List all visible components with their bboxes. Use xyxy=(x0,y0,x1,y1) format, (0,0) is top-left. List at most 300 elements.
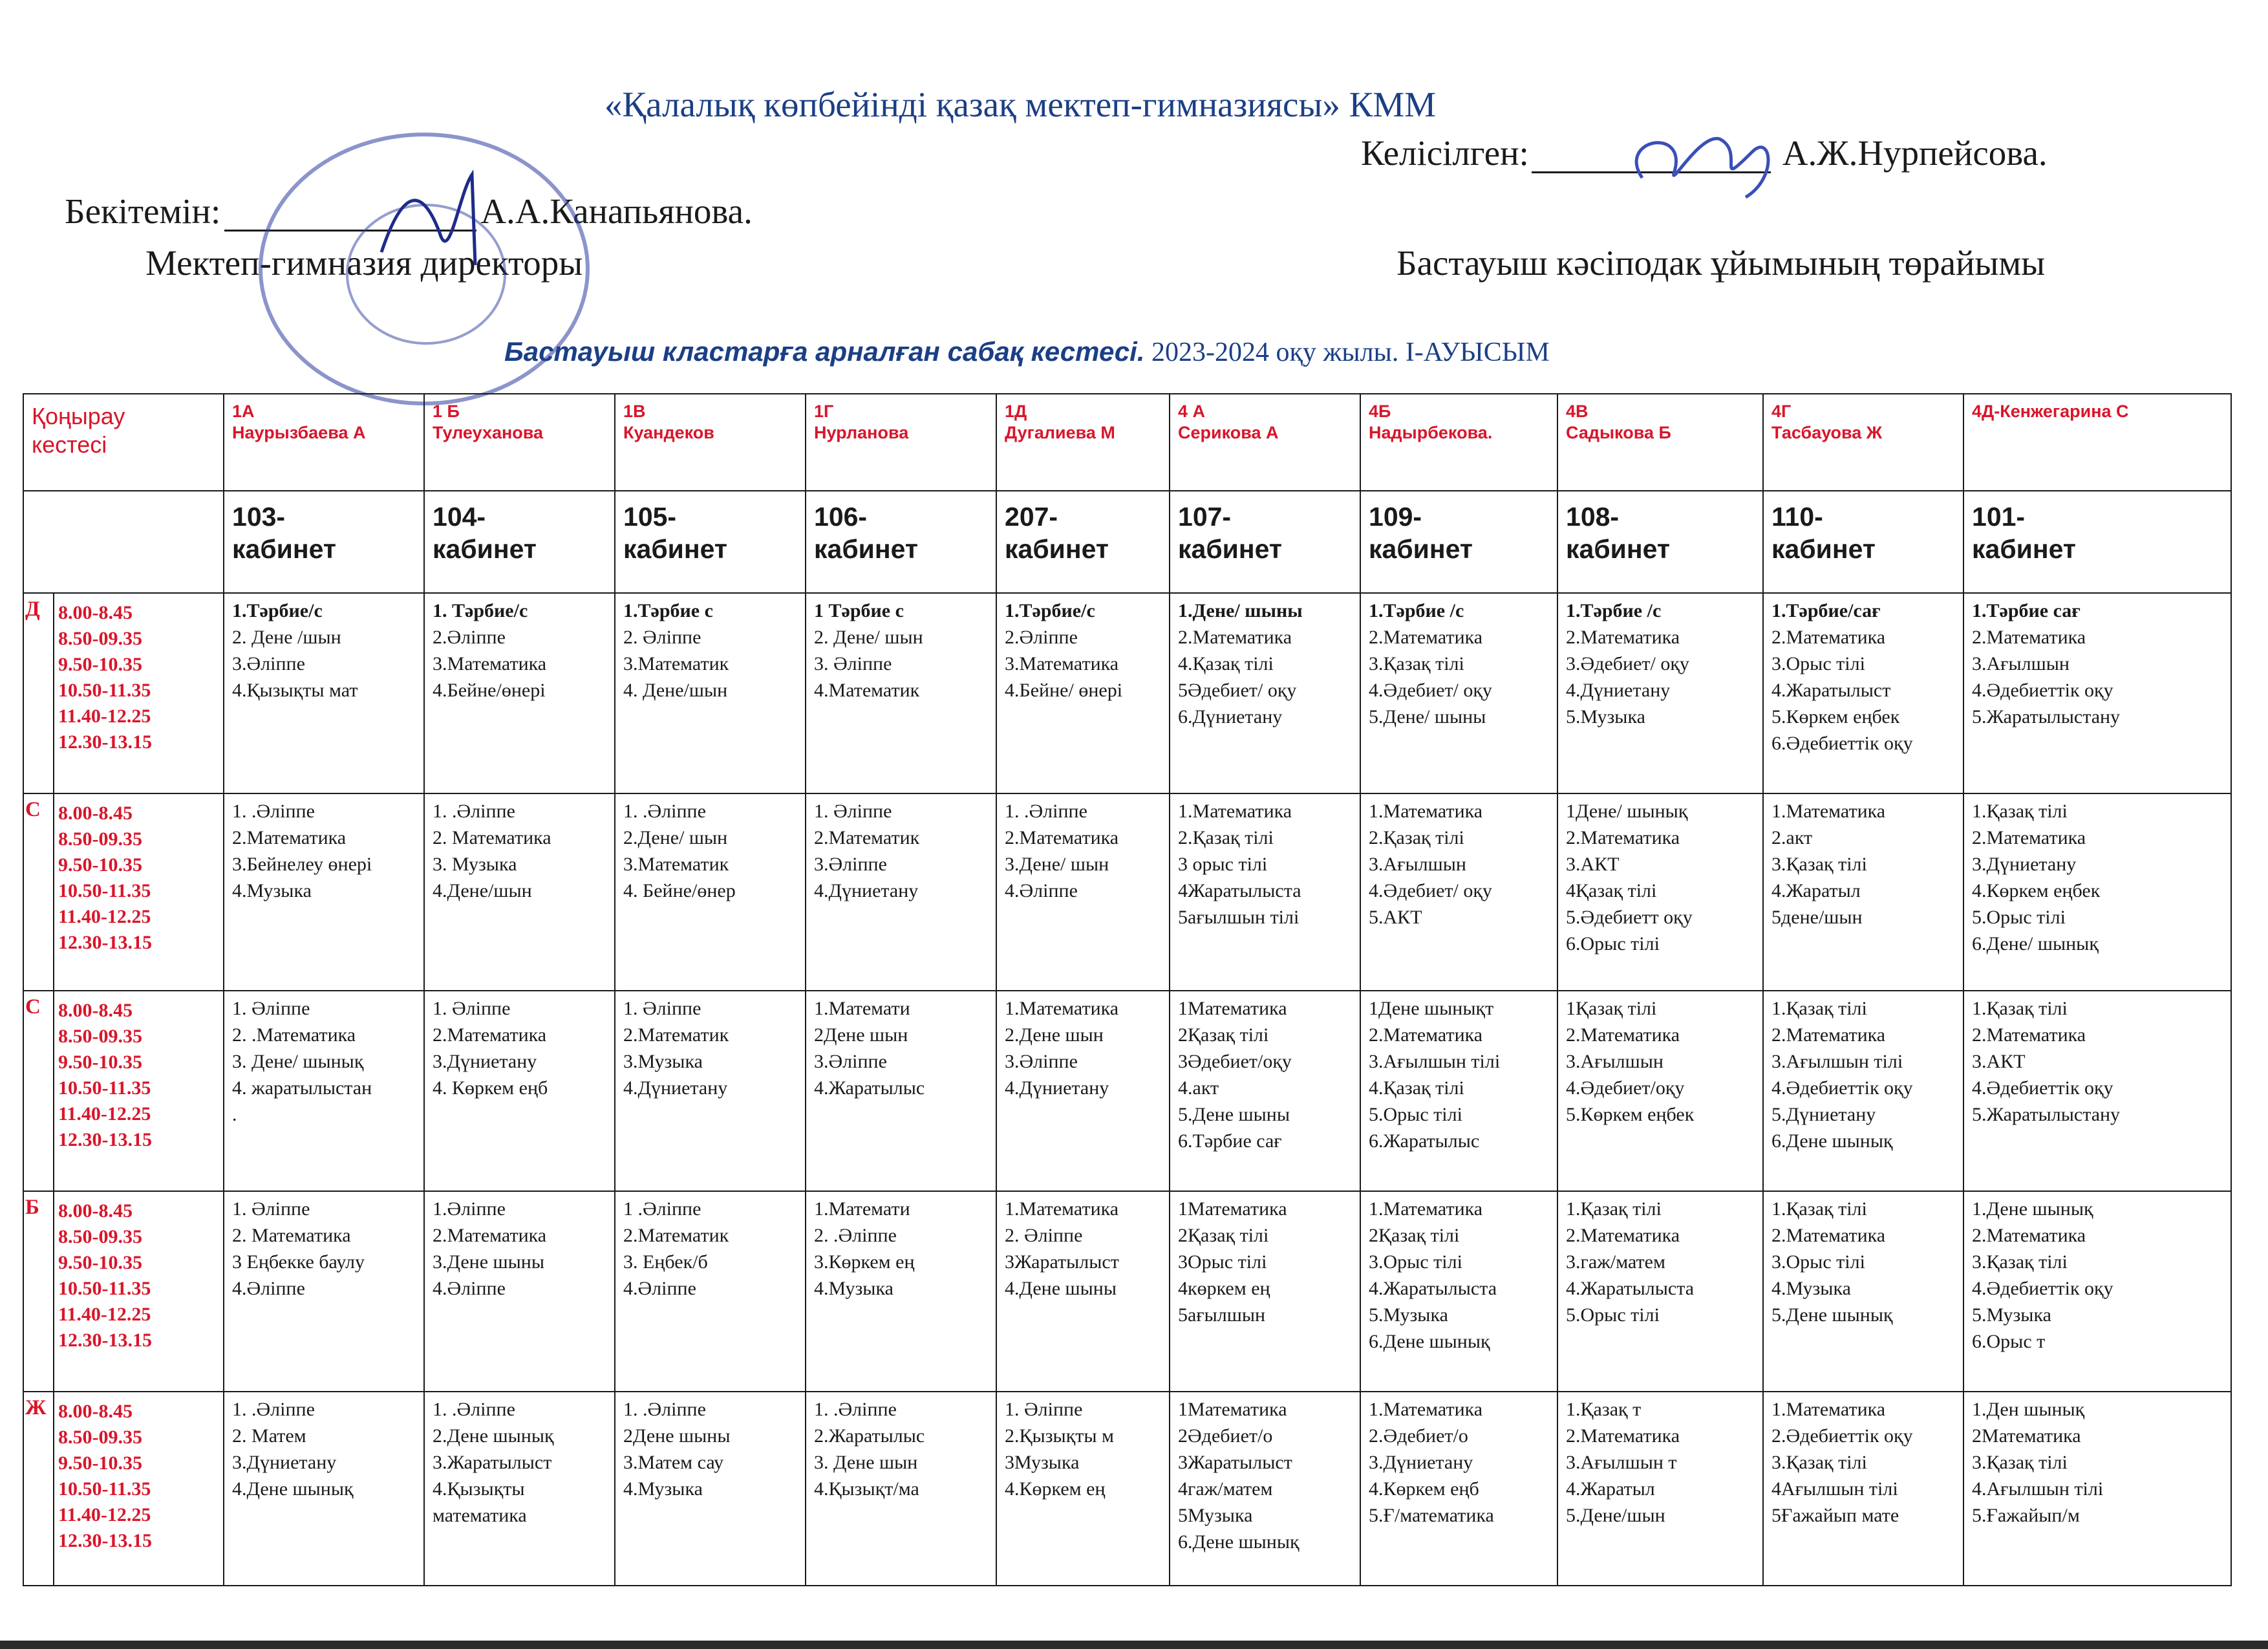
lesson-cell xyxy=(1557,991,1763,1191)
lesson-item: 3 Еңбекке баулу xyxy=(232,1251,365,1273)
lesson-item: 1. .Әліппе xyxy=(433,1399,515,1420)
lesson-item: 3.Ағылшын xyxy=(1566,1051,1664,1072)
room-word: кабинет xyxy=(232,534,336,564)
lesson-item: 1. .Әліппе xyxy=(232,1399,315,1420)
room-cell xyxy=(806,491,996,593)
room-row xyxy=(23,491,2231,593)
bell-time: 8.00-8.45 xyxy=(58,803,133,824)
lesson-cell xyxy=(996,593,1170,793)
lesson-item: 4.Әдебиеттік оқу xyxy=(1972,680,2113,701)
lesson-item: 3.Орыс тілі xyxy=(1771,653,1865,674)
lesson-item: 1.Қазақ т xyxy=(1566,1399,1642,1420)
lesson-item: 4.Бейне/ өнері xyxy=(1005,680,1123,701)
lesson-item: 1.Математи xyxy=(814,1198,910,1220)
lesson-item: 2.Математика xyxy=(433,1225,547,1246)
lesson-item: 1.Қазақ тілі xyxy=(1771,1198,1867,1220)
lesson-item: 4.Дүниетану xyxy=(1566,680,1671,701)
lesson-item: 2. .Математика xyxy=(232,1024,356,1046)
lesson-item: 2.Математик xyxy=(814,827,920,848)
lesson-item: 3.Ағылшын т xyxy=(1566,1452,1677,1473)
lesson-item: 1. Тәрбие/с xyxy=(433,600,528,621)
lesson-cell xyxy=(615,1191,806,1392)
union-signature xyxy=(1616,113,1804,210)
lesson-item: 5.Көркем еңбек xyxy=(1566,1104,1695,1125)
lesson-item: 2. Дене /шын xyxy=(232,627,341,648)
lesson-item: 3.Математика xyxy=(1005,653,1119,674)
lesson-item: 2Математика xyxy=(1972,1425,2081,1447)
bell-time: 10.50-11.35 xyxy=(58,1278,151,1299)
lesson-item: 1.Математика xyxy=(1771,801,1886,822)
lesson-item: 3.Орыс тілі xyxy=(1369,1251,1462,1273)
lesson-item: 4.Бейне/өнері xyxy=(433,680,546,701)
bell-times-cell xyxy=(54,1392,224,1586)
lesson-item: 1. Әліппе xyxy=(433,998,511,1019)
bell-time: 11.40-12.25 xyxy=(58,1103,151,1125)
room-cell xyxy=(1963,491,2231,593)
class-grade: 4 А xyxy=(1178,402,1206,421)
approved-label: Бекітемін: xyxy=(65,191,221,231)
lesson-item: 3.Қазақ тілі xyxy=(1972,1251,2068,1273)
lesson-item: 2.Математик xyxy=(623,1024,729,1046)
class-header-cell xyxy=(806,394,996,491)
lesson-item: 1.Математи xyxy=(814,998,910,1019)
lesson-item: 3.Дене шыны xyxy=(433,1251,544,1273)
room-number: 207- xyxy=(1005,502,1058,532)
bell-time: 8.00-8.45 xyxy=(58,1000,133,1021)
lesson-item: 4.Жаратылыс xyxy=(814,1077,925,1099)
lesson-item: 2Дене шыны xyxy=(623,1425,731,1447)
lesson-item: 1.Дене/ шыны xyxy=(1178,600,1303,621)
lesson-item: 5.Музыка xyxy=(1972,1304,2051,1326)
lesson-cell xyxy=(996,991,1170,1191)
lesson-item: 1.Математика xyxy=(1178,801,1292,822)
lesson-item: 1. Әліппе xyxy=(1005,1399,1083,1420)
lesson-item: 3.Бейнелеу өнері xyxy=(232,854,372,875)
lesson-cell xyxy=(1963,793,2231,991)
lesson-item: 1. .Әліппе xyxy=(232,801,315,822)
lesson-item: 4.Математик xyxy=(814,680,920,701)
day-row xyxy=(23,593,2231,793)
lesson-item: 4.Әдебиет/ оқу xyxy=(1369,680,1492,701)
lesson-item: 3Жаратылыст xyxy=(1178,1452,1292,1473)
bell-time: 12.30-13.15 xyxy=(58,932,152,953)
lesson-item: 2. Математика xyxy=(433,827,551,848)
lesson-cell xyxy=(224,1392,424,1586)
class-teacher: Тулеуханова xyxy=(433,423,544,442)
lesson-item: 2.Математика xyxy=(1566,1425,1680,1447)
lesson-cell xyxy=(1360,991,1557,1191)
lesson-item: 4.Дүниетану xyxy=(623,1077,728,1099)
lesson-item: 3.Әліппе xyxy=(814,1051,887,1072)
lesson-cell xyxy=(996,1191,1170,1392)
lesson-cell xyxy=(424,793,615,991)
class-teacher: Дугалиева М xyxy=(1005,423,1115,442)
lesson-cell xyxy=(424,991,615,1191)
class-header-cell xyxy=(224,394,424,491)
lesson-item: 3. Дене шын xyxy=(814,1452,918,1473)
bell-times-cell xyxy=(54,593,224,793)
lesson-item: 3. Еңбек/б xyxy=(623,1251,708,1273)
subtitle-bold: Бастауыш кластарға арналған сабақ кестесі. xyxy=(504,336,1145,367)
room-number: 105- xyxy=(623,502,677,532)
lesson-item: 4.Әліппе xyxy=(1005,880,1078,901)
lesson-item: 3.Дүниетану xyxy=(232,1452,337,1473)
lesson-item: 5.Музыка xyxy=(1566,706,1645,727)
lesson-item: 5.Музыка xyxy=(1369,1304,1448,1326)
lesson-cell xyxy=(1360,1191,1557,1392)
lesson-item: 6.Әдебиеттік оқу xyxy=(1771,733,1913,754)
bell-times-cell xyxy=(54,991,224,1191)
bell-time: 12.30-13.15 xyxy=(58,1330,152,1351)
lesson-item: 2.Математика xyxy=(1369,1024,1483,1046)
lesson-item: 2.Математика xyxy=(1566,1225,1680,1246)
class-teacher: Куандеков xyxy=(623,423,714,442)
lesson-item: 4. Бейне/өнер xyxy=(623,880,736,901)
lesson-item: 5.Дене/шын xyxy=(1566,1505,1665,1526)
lesson-cell xyxy=(224,991,424,1191)
bell-header-line-1: Қоңырау xyxy=(32,403,125,429)
class-header-cell xyxy=(1557,394,1763,491)
lesson-item: 1.Тәрбие/с xyxy=(1005,600,1095,621)
lesson-item: 1.Математика xyxy=(1369,1198,1483,1220)
lesson-item: 5ағылшын тілі xyxy=(1178,907,1300,928)
lesson-item: 2.Әліппе xyxy=(433,627,506,648)
day-label: С xyxy=(23,991,54,1191)
lesson-item: 4.Әдебиеттік оқу xyxy=(1972,1278,2113,1299)
class-teacher: Серикова А xyxy=(1178,423,1279,442)
lesson-item: . xyxy=(232,1104,237,1125)
lesson-cell xyxy=(1557,1392,1763,1586)
bell-time: 12.30-13.15 xyxy=(58,1530,152,1551)
lesson-item: 2.акт xyxy=(1771,827,1813,848)
director-role: Мектеп-гимназия директоры xyxy=(145,243,583,283)
bell-time: 8.50-09.35 xyxy=(58,628,142,649)
day-label: Ж xyxy=(23,1392,54,1586)
lesson-item: 1. Әліппе xyxy=(623,998,701,1019)
lesson-item: 4көркем ең xyxy=(1178,1278,1270,1299)
room-row-empty-cell xyxy=(23,491,224,593)
room-cell xyxy=(1360,491,1557,593)
lesson-item: 6.Дене/ шынық xyxy=(1972,933,2099,954)
bell-time: 9.50-10.35 xyxy=(58,1252,142,1273)
lesson-cell xyxy=(224,593,424,793)
lesson-item: 1.Қазақ тілі xyxy=(1566,1198,1662,1220)
lesson-item: 4.Дене шынық xyxy=(232,1478,354,1500)
room-number: 106- xyxy=(814,502,868,532)
lesson-item: 1. .Әліппе xyxy=(433,801,515,822)
lesson-item: 4.Әдебиет/ оқу xyxy=(1369,880,1492,901)
lesson-item: 2.Математик xyxy=(623,1225,729,1246)
room-word: кабинет xyxy=(1972,534,2076,564)
bell-times-cell xyxy=(54,793,224,991)
lesson-item: 3.Әліппе xyxy=(814,854,887,875)
lesson-item: 3.Ағылшын тілі xyxy=(1369,1051,1501,1072)
lesson-item: 4.Әліппе xyxy=(232,1278,305,1299)
lesson-item: 3.Музыка xyxy=(623,1051,703,1072)
lesson-item: 2.Математика xyxy=(232,827,347,848)
lesson-item: 4.Жаратылыста xyxy=(1566,1278,1695,1299)
lesson-item: 1.Тәрбие/сағ xyxy=(1771,600,1881,621)
lesson-item: 2.Математика xyxy=(1178,627,1292,648)
lesson-item: 5дене/шын xyxy=(1771,907,1863,928)
lesson-item: 4.Музыка xyxy=(1771,1278,1851,1299)
class-teacher: Нурланова xyxy=(814,423,909,442)
lesson-item: 1.Математика xyxy=(1369,1399,1483,1420)
lesson-item: 4гаж/матем xyxy=(1178,1478,1273,1500)
lesson-cell xyxy=(615,1392,806,1586)
lesson-item: 4.Жаратылыст xyxy=(1771,680,1891,701)
lesson-item: 3.гаж/матем xyxy=(1566,1251,1665,1273)
lesson-item: 4.Дүниетану xyxy=(814,880,919,901)
lesson-item: 4. жаратылыстан xyxy=(232,1077,372,1099)
lesson-item: 4Жаратылыста xyxy=(1178,880,1301,901)
lesson-item: 4.Әдебиет/оқу xyxy=(1566,1077,1685,1099)
lesson-item: 6.Жаратылыс xyxy=(1369,1130,1480,1152)
lesson-item: 3.Дене/ шын xyxy=(1005,854,1109,875)
lesson-item: 1. .Әліппе xyxy=(623,801,706,822)
lesson-item: 4.Дүниетану xyxy=(1005,1077,1109,1099)
lesson-cell xyxy=(1170,1191,1360,1392)
lesson-item: 3.Ағылшын xyxy=(1972,653,2070,674)
lesson-item: 3.Дүниетану xyxy=(1972,854,2077,875)
lesson-cell xyxy=(424,1392,615,1586)
bell-time: 11.40-12.25 xyxy=(58,906,151,927)
room-cell xyxy=(996,491,1170,593)
lesson-item: 2.Жаратылыс xyxy=(814,1425,925,1447)
lesson-item: 6.Дүниетану xyxy=(1178,706,1283,727)
lesson-item: 1Математика xyxy=(1178,1198,1287,1220)
lesson-item: 2Қазақ тілі xyxy=(1369,1225,1460,1246)
bell-time: 11.40-12.25 xyxy=(58,706,151,727)
class-header-cell xyxy=(996,394,1170,491)
lesson-item: 4. Дене/шын xyxy=(623,680,728,701)
lesson-item: 2.Математика xyxy=(1771,1024,1886,1046)
schedule-subtitle xyxy=(504,336,1550,368)
room-word: кабинет xyxy=(1005,534,1109,564)
lesson-item: 4.Жаратылыста xyxy=(1369,1278,1497,1299)
lesson-cell xyxy=(996,1392,1170,1586)
room-word: кабинет xyxy=(1566,534,1670,564)
lesson-item: 3.Математик xyxy=(623,854,729,875)
bell-header-line-2: кестесі xyxy=(32,431,107,458)
lesson-cell xyxy=(1763,1191,1963,1392)
lesson-cell xyxy=(996,793,1170,991)
lesson-item: 1.Математика xyxy=(1005,998,1119,1019)
day-label: С xyxy=(23,793,54,991)
class-header-cell xyxy=(615,394,806,491)
lesson-item: 5.Ғажайып/м xyxy=(1972,1505,2080,1526)
lesson-cell xyxy=(1963,593,2231,793)
lesson-item: 1.Дене шынық xyxy=(1972,1198,2093,1220)
class-grade: 4Г xyxy=(1771,402,1792,421)
lesson-cell xyxy=(1170,991,1360,1191)
lesson-item: 4.Көркем ең xyxy=(1005,1478,1106,1500)
lesson-item: 3. Дене/ шынық xyxy=(232,1051,364,1072)
lesson-item: 1.Математика xyxy=(1369,801,1483,822)
lesson-item: 2. Дене/ шын xyxy=(814,627,923,648)
lesson-cell xyxy=(1557,593,1763,793)
lesson-item: 4.Әліппе xyxy=(433,1278,506,1299)
director-signature xyxy=(362,155,543,285)
lesson-item: 3.Қазақ тілі xyxy=(1771,1452,1867,1473)
lesson-item: 3.Қазақ тілі xyxy=(1771,854,1867,875)
lesson-item: 2.Математика xyxy=(1972,827,2086,848)
lesson-item: 3.Ағылшын xyxy=(1369,854,1466,875)
lesson-item: 3.Әдебиет/ оқу xyxy=(1566,653,1689,674)
lesson-item: 3Орыс тілі xyxy=(1178,1251,1267,1273)
bell-header-cell xyxy=(23,394,224,491)
lesson-item: 4.акт xyxy=(1178,1077,1219,1099)
lesson-cell xyxy=(1557,793,1763,991)
lesson-item: 3.Дүниетану xyxy=(1369,1452,1473,1473)
lesson-item: 3.Математика xyxy=(433,653,547,674)
schedule-table xyxy=(23,393,2232,1586)
class-grade: 1В xyxy=(623,402,646,421)
lesson-item: 3.Жаратылыст xyxy=(433,1452,552,1473)
lesson-item: 4.Әдебиеттік оқу xyxy=(1972,1077,2113,1099)
lesson-item: 2.Математика xyxy=(1005,827,1119,848)
lesson-cell xyxy=(1360,1392,1557,1586)
lesson-item: 5ағылшын xyxy=(1178,1304,1266,1326)
lesson-item: 4.Ағылшын тілі xyxy=(1972,1478,2104,1500)
lesson-item: 1 .Әліппе xyxy=(623,1198,701,1220)
lesson-item: 3.Ағылшын тілі xyxy=(1771,1051,1903,1072)
lesson-item: 1.Математика xyxy=(1771,1399,1886,1420)
lesson-item: 2Қазақ тілі xyxy=(1178,1225,1269,1246)
lesson-cell xyxy=(1170,1392,1360,1586)
room-word: кабинет xyxy=(1178,534,1282,564)
lesson-item: 3Музыка xyxy=(1005,1452,1080,1473)
bell-time: 12.30-13.15 xyxy=(58,1129,152,1150)
lesson-item: 1.Қазақ тілі xyxy=(1972,998,2068,1019)
lesson-item: 6.Дене шынық xyxy=(1178,1531,1300,1553)
lesson-item: 6.Дене шынық xyxy=(1369,1331,1490,1352)
lesson-item: 2Дене шын xyxy=(814,1024,908,1046)
bell-time: 8.00-8.45 xyxy=(58,1200,133,1222)
lesson-item: 4.Музыка xyxy=(623,1478,703,1500)
lesson-item: 3. Әліппе xyxy=(814,653,892,674)
lesson-item: 4.Қазақ тілі xyxy=(1178,653,1274,674)
lesson-item: 4.Музыка xyxy=(814,1278,893,1299)
lesson-cell xyxy=(1360,593,1557,793)
lesson-cell xyxy=(224,793,424,991)
lesson-cell xyxy=(424,1191,615,1392)
class-grade: 1Д xyxy=(1005,402,1027,421)
lesson-item: 6.Орыс т xyxy=(1972,1331,2046,1352)
lesson-item: 2.Әдебиет/о xyxy=(1369,1425,1468,1447)
lesson-item: 1Қазақ тілі xyxy=(1566,998,1657,1019)
lesson-item: 1.Тәрбие /с xyxy=(1566,600,1662,621)
lesson-item: 2. Әліппе xyxy=(623,627,701,648)
lesson-item: 4.Қызықт/ма xyxy=(814,1478,919,1500)
lesson-item: 1Дене/ шынық xyxy=(1566,801,1688,822)
lesson-cell xyxy=(1763,593,1963,793)
lesson-item: 2. Математика xyxy=(232,1225,351,1246)
lesson-cell xyxy=(424,593,615,793)
lesson-cell xyxy=(615,793,806,991)
bell-times-cell xyxy=(54,1191,224,1392)
lesson-item: 1. Әліппе xyxy=(232,998,310,1019)
lesson-item: 2.Математика xyxy=(1566,627,1680,648)
class-teacher: Тасбауова Ж xyxy=(1771,423,1883,442)
room-cell xyxy=(224,491,424,593)
subtitle-year: 2023-2024 оқу жылы. І-АУЫСЫМ xyxy=(1144,338,1550,367)
lesson-item: 2. .Әліппе xyxy=(814,1225,897,1246)
lesson-item: 4.Музыка xyxy=(232,880,312,901)
lesson-cell xyxy=(1170,593,1360,793)
bell-time: 11.40-12.25 xyxy=(58,1504,151,1525)
lesson-item: 2.Әдебиеттік оқу xyxy=(1771,1425,1913,1447)
approved-name: А.А.Канапьянова. xyxy=(480,191,753,231)
class-header-cell xyxy=(1963,394,2231,491)
day-label: Д xyxy=(23,593,54,793)
lesson-cell xyxy=(1963,991,2231,1191)
agreed-label: Келісілген: xyxy=(1361,133,1529,173)
lesson-item: 4.Жаратыл xyxy=(1771,880,1861,901)
lesson-item: 6.Орыс тілі xyxy=(1566,933,1660,954)
class-header-row xyxy=(23,394,2231,491)
lesson-cell xyxy=(1763,1392,1963,1586)
lesson-item: 1. .Әліппе xyxy=(623,1399,706,1420)
class-grade: 1А xyxy=(232,402,255,421)
lesson-cell xyxy=(806,793,996,991)
room-cell xyxy=(615,491,806,593)
lesson-item: 2.Қазақ тілі xyxy=(1369,827,1464,848)
lesson-item: 4.Көркем еңбек xyxy=(1972,880,2101,901)
class-grade: 4В xyxy=(1566,402,1589,421)
class-teacher: Надырбекова. xyxy=(1369,423,1493,442)
lesson-item: 2Қазақ тілі xyxy=(1178,1024,1269,1046)
bell-time: 9.50-10.35 xyxy=(58,854,142,876)
agreed-name: А.Ж.Нурпейсова. xyxy=(1782,133,2048,173)
lesson-item: 5Музыка xyxy=(1178,1505,1253,1526)
lesson-item: 3.Көркем ең xyxy=(814,1251,915,1273)
day-row xyxy=(23,1392,2231,1586)
lesson-item: 4.Әліппе xyxy=(623,1278,696,1299)
lesson-item: 4.Қазақ тілі xyxy=(1369,1077,1464,1099)
lesson-item: 5.Жаратылыстану xyxy=(1972,706,2121,727)
lesson-item: 3. Музыка xyxy=(433,854,517,875)
bell-time: 8.00-8.45 xyxy=(58,602,133,623)
lesson-cell xyxy=(224,1191,424,1392)
union-chair-role: Бастауыш кәсіподак ұйымының төрайымы xyxy=(1396,243,2046,283)
lesson-item: 3 орыс тілі xyxy=(1178,854,1268,875)
lesson-item: 3.АКТ xyxy=(1566,854,1620,875)
room-number: 101- xyxy=(1972,502,2026,532)
lesson-item: 5.Ғ/математика xyxy=(1369,1505,1494,1526)
lesson-cell xyxy=(1963,1392,2231,1586)
lesson-item: 6.Дене шынық xyxy=(1771,1130,1893,1152)
lesson-item: 4.Әдебиеттік оқу xyxy=(1771,1077,1913,1099)
day-label: Б xyxy=(23,1191,54,1392)
lesson-item: 4.Қызықты мат xyxy=(232,680,358,701)
bell-time: 8.50-09.35 xyxy=(58,1427,142,1448)
bell-time: 8.50-09.35 xyxy=(58,1026,142,1047)
lesson-item: 4.Жаратыл xyxy=(1566,1478,1655,1500)
lesson-item: 2.Математика xyxy=(1771,627,1886,648)
lesson-item: 2.Математика xyxy=(1369,627,1483,648)
class-header-cell xyxy=(1763,394,1963,491)
lesson-item: 1.Тәрбие сағ xyxy=(1972,600,2081,621)
lesson-item: 2. Әліппе xyxy=(1005,1225,1083,1246)
lesson-cell xyxy=(806,593,996,793)
lesson-item: 5.Дүниетану xyxy=(1771,1104,1876,1125)
lesson-item: 1.Қазақ тілі xyxy=(1972,801,2068,822)
bell-time: 8.50-09.35 xyxy=(58,1226,142,1247)
lesson-item: 1.Ден шынық xyxy=(1972,1399,2085,1420)
lesson-item: 5.Орыс тілі xyxy=(1972,907,2066,928)
lesson-cell xyxy=(1763,793,1963,991)
